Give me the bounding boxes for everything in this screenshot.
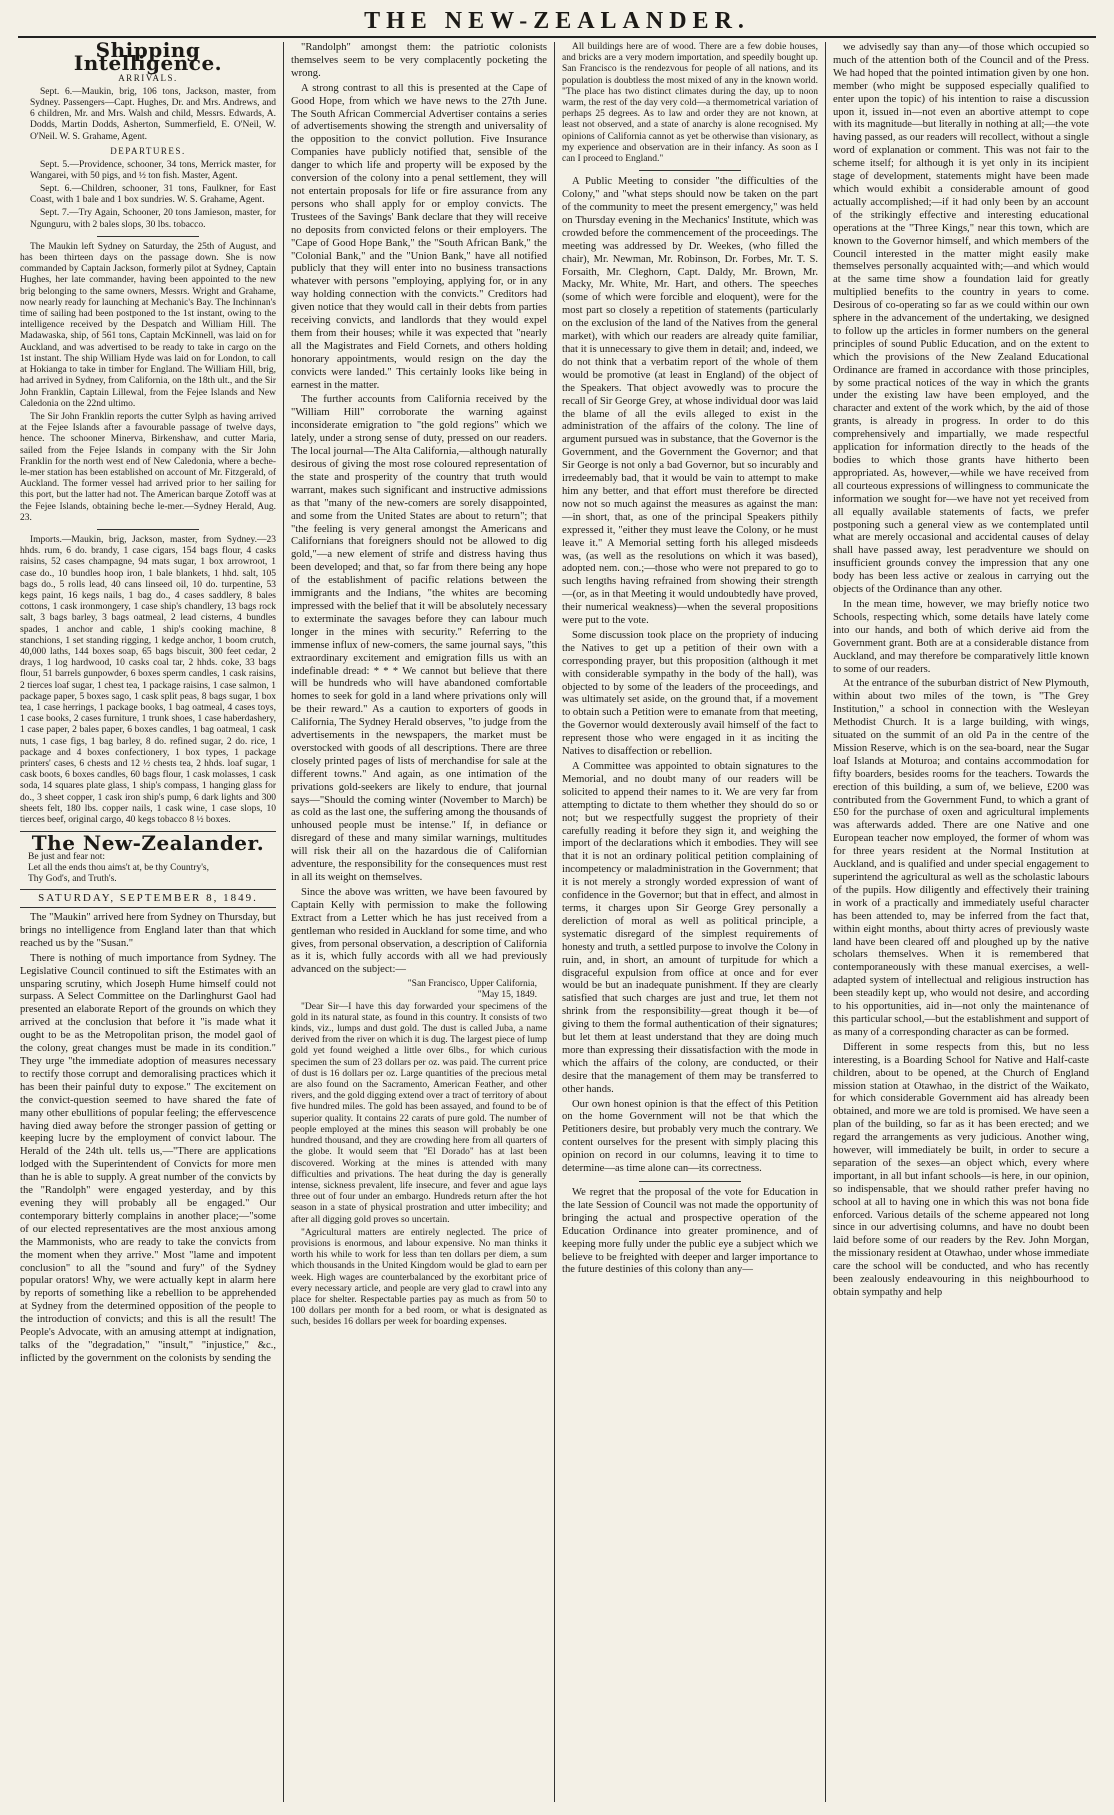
letter-place: "San Francisco, Upper California,	[407, 979, 537, 990]
editorial-paragraph: There is nothing of much importance from Sydney. The Legislative Council continued to sift the Estimates with an unsparing scrutiny, which Joseph Hume himself could not surpass. A Select Committee on the Darlinghurst Gaol had presented an elaborate Report of the grounds on which they arrived at the conclusion that before it "is made what it ought to be as the Metropolitan prison, the model gaol of the colony, great changes must be made in its condition." They urge "the immediate adoption of measures necessary to rectify those corrupt and demoralising practices which it has been their painful duty to expose." The excitement on the convict-question seemed to have shared the fate of many other ebullitions of popular feeling; the effervescence having died away before the stronger passion of getting or keeping lucre by the employment of convict labour. The Herald of the 24th ult. tells us,—"There are applications lodged with the Superintendent of Convicts for more men than he is able to supply. A great number of the convicts by the "Randolph" were engaged yesterday, and by this evening they will probably all be engaged." Our contemporary bitterly complains in another place;—"some of our elected representatives are the most anxious among the Mammonists, who are ready to take the convicts from the moment when they arrive." Most "lame and impotent conclusion" to all the "sound and fury" of the Sydney popular orators! Why, we were actually kept in alarm here by reports of something like a rebellion to be apprehended at Sydney from the determined opposition of the people to the introduction of convicts; and this is all the result! The People's Advocate, with an amusing attempt at indignation, talks of the "degradation," "insult," "injustice," &c., inflicted by the government on the colonists by sending the	[20, 952, 276, 1364]
editorial	[20, 912, 276, 1366]
divider	[639, 1181, 741, 1182]
news-paragraph: The Maukin left Sydney on Saturday, the 25th of August, and has been thirteen days on the passage down. She is now commanded by Captain Jackson, formerly pilot at Sydney, Captain Hughes, her late commander, having been appointed to the new brig belonging to the same owners, Messrs. Wright and Grahame, now nearly ready for launching at Mechanic's Bay. The Inchinnan's time of sailing had been postponed to the 1st instant, owing to the intelligence received by the Despatch and William Hill. The Madawaska, ship, of 561 tons, Captain McKinnell, was laid on for Auckland, and was advertised to be ready to take in cargo on the 1st instant. The ship William Hyde was laid on for London, to call at Hokianga to take in timber for England. The William Hill, brig, had arrived in Sydney, from California, on the 18th ult., and the Sir John Franklin, Captain Lillewal, from the Fejee Islands and New Caledonia on the 22nd ultimo.	[20, 241, 276, 409]
letter-date: "May 15, 1849.	[477, 990, 537, 1001]
motto-line: Let all the ends thou aims't at, be thy Country's,	[28, 863, 209, 874]
article-paragraph: A Public Meeting to consider "the difficulties of the Colony," and "what steps should now be taken on the part of the community to meet the present emergency," was held on Thursday evening in the Mechanics' Institute, which was crowded before the commencement of the proceedings. The meeting was addressed by Dr. Weekes, (who filled the chair), Mr. Newman, Mr. Robinson, Dr. Forbes, Mr. T. S. Forsaith, Mr. Cleghorn, Capt. Daldy, Mr. Brown, Mr. Macky, Mr. White, Mr. Hart, and others. The speeches (some of which were forcible and eloquent), were for the most part so closely a repetition of statements (particularly on the exclusion of the land of the Natives from the general market), with which our readers are already quite familiar, that it is unnecessary to give them in detail; and, indeed, we do not think that a verbatim report of the whole of them would be promotive (at least in England) of the object of the Speakers. That object avowedly was to procure the recall of Sir George Grey, at whose individual door was laid the blame of all the evils alleged to exist in the administration of the affairs of the colony. The line of argument pursued was in substance, that the Governor is the Government, and the Government the Governor; and that Sir George is not only a bad Governor, but so incurably and irredeemably bad, that it would be vain to attempt to make him any better, and that effort must therefore be directed now not so much against the measures as against the man:—in short, that, as one of the principal Speakers pithily expressed it, "either they must leave the Colony, or he must leave it." A Memorial setting forth his alleged misdeeds was, (as well as the resolutions on which it was based), adopted nem. con.;—those who were not prepared to go to such lengths having refrained from showing their strength—(or, as in that Meeting it would undoubtedly have proved, their numerical weakness)—when the several propositions were put to the vote.	[562, 176, 818, 627]
departure-entry: Sept. 6.—Children, schooner, 31 tons, Faulkner, for East Coast, with 1 bale and 1 box sundries. W. S. Grahame, Agent.	[30, 184, 276, 206]
columns	[18, 42, 1096, 1802]
departure-entry: Sept. 7.—Try Again, Schooner, 20 tons Jamieson, master, for Ngunguru, with 2 bales slops, 30 lbs. tobacco.	[30, 208, 276, 230]
masthead: THE NEW-ZEALANDER.	[18, 6, 1096, 38]
news-paragraph: The Sir John Franklin reports the cutter Sylph as having arrived at the Fejee Islands after a favourable passage of twelve days, hence. The schooner Minerva, Birkenshaw, and cutter Maria, sailed from the Fejee Islands in company with the Sir John Franklin for the north west end of New Caledonia, where a beche-le-mer station has been established on account of Mr. Fitzgerald, of Auckland. The former vessel had arrived prior to her sailing for this port, but the latter had not. The American barque Zotoff was at the Fejee Islands, obtaining beche le-mer.—Sydney Herald, Aug. 23.	[20, 411, 276, 523]
article-paragraph: Some discussion took place on the propriety of inducing the Natives to get up a petition of their own with a corresponding prayer, but this proposition (although it met with considerable sympathy in the body of the hall), was objected to by some of the leaders of the proceedings, and was ultimately set aside, on the ground that, if a movement to obtain such a Petition were to emanate from that meeting, the Governor would dexterously avail himself of the fact to represent those who were engaged in it as inciting the Natives to disaffection or rebellion.	[562, 629, 818, 758]
divider	[97, 529, 199, 530]
letter-paragraph: "Dear Sir—I have this day forwarded your specimens of the gold in its natural state, as found in this country. It consists of two kinds, viz., lumps and dust gold. The dust is called Juba, a name derived from the river on which it is dug. The largest piece of lump gold yet found weighed a little over 6lbs., for which curious specimen the sum of 23 dollars per oz. was paid. The current price of dust is 16 dollars per oz. Large quantities of the precious metal are also found on the Sacramento, American Feather, and other rivers, and the gold digging extend over a tract of territory of about five hundred miles. The gold has been assayed, and found to be of superior quality. It contains 22 carats of pure gold. The number of people employed at the mines this season will probably be one hundred thousand, and they are crowding here from all quarters of the globe. It would seem that "El Dorado" has at last been discovered. Working at the mines is attended with many difficulties and privations. The heat during the day is generally intense, sickness prevalent, life insecure, and fever and ague lays three out of four under an embargo. Hundreds return after the hot season in a state of physical prostration and utter imbecility; and after all digging gold proves so uncertain.	[291, 1001, 547, 1225]
article-paragraph: The further accounts from California received by the "William Hill" corroborate the warning against inconsiderate emigration to "the gold regions" which we lately, under a strong sense of duty, pressed on our readers. The local journal—The Alta California,—although naturally desirous of giving the most rose coloured representation of the state and prosperity of the country that truth would warrant, makes such significant and instructive admissions as that "many of the new-comers are sorely disappointed, and some from the United States are about to return"; that "the feeling is very general amongst the Americans and Californians that foreigners should not be allowed to dig gold,"—a new element of strife and distress having thus been developed; and that, so far from there being any hope of the establishment of pacific relations between the immigrants and the Indians, "the whites are becoming impressed with the belief that it will be absolutely necessary to exterminate the savages before they can labour much longer in the mines with security." Referring to the immense influx of new-comers, the same journal says, "this extraordinary excitement and emigration fills us with an indefinable dread: * * * We cannot but believe that there will be hundreds who will have abandoned comfortable homes to seek for gold in a land where privations only will be their reward." As a caution to exporters of goods in California, The Sydney Herald observes, "to judge from the advertisements in the newspapers, the market must be overstocked with goods of all descriptions. There are three closely printed pages of lists of merchandise for sale at the different towns." And again, as one intimation of the privations gold-seekers are likely to endure, that journal says—"Should the coming winter (November to March) be as cold as the last one, the suffering among the thousands of unhoused people must be intense." If, in defiance or disregard of these and many similar warnings, multitudes will risk their all on the hazardous die of Californian adventure, the responsibility for the consequences must rest in all its weight on themselves.	[291, 394, 547, 883]
imports-paragraph: Imports.—Maukin, brig, Jackson, master, from Sydney.—23 hhds. rum, 6 do. brandy, 1 case cigars, 154 bags flour, 4 casks raisins, 52 cases champagne, 94 mats sugar, 1 box arrowroot, 1 case do., 10 bundles hoop iron, 1 bale blankets, 1 hhd. salt, 105 bags do., 5 rolls lead, 40 cans linseed oil, 10 do. turpentine, 53 kegs paint, 16 kegs nails, 1 bag do., 4 cases saddlery, 8 bales cottons, 1 cask ironmongery, 1 case ship's chandlery, 13 bags rock salt, 3 bags barley, 3 bags oatmeal, 2 lead cisterns, 4 bundles spades, 1 anchor and cable, 1 ship's cooking machine, 8 stanchions, 1 set standing rigging, 1 kedge anchor, 1 boom crutch, 40,000 laths, 144 boxes soap, 65 bags biscuit, 300 feet cedar, 2 drays, 1 log hardwood, 10 casks coal tar, 2 hhds. coke, 33 bags flour, 51 barrels gunpowder, 6 boxes sperm candles, 1 cask raisins, 2 tierces loaf sugar, 1 chest tea, 1 package raisins, 1 case salmon, 1 package paper, 5 boxes sago, 1 cask split peas, 8 bags sugar, 1 box tea, 1 case herrings, 1 package books, 1 bag oatmeal, 4 cases toys, 1 case books, 2 cases furniture, 1 trunk shoes, 1 case haberdashery, 1 case paper, 2 bales paper, 6 boxes candles, 1 bag oatmeal, 1 cask nuts, 1 case figs, 1 bag barley, 8 do. refined sugar, 2 do. rice, 1 package and 4 boxes confectionery, 1 box types, 1 package printers' cases, 6 chests and 12 ½ chests tea, 2 hhds. loaf sugar, 1 cask boots, 6 boxes candles, 60 bags flour, 1 cask molasses, 1 cask soda, 14 squares plate glass, 1 ship's compass, 1 hanging glass for do., 3 sheet copper, 1 cask iron ship's pump, 6 dark lights and 300 sheets felt, 180 lbs. copper nails, 1 cask wine, 1 case slops, 10 tierces beef, original cargo, 40 kegs tobacco 8 ½ boxes.	[20, 534, 276, 826]
article-paragraph: A Committee was appointed to obtain signatures to the Memorial, and no doubt many of our readers will be solicited to append their names to it. We are very far from attempting to dictate to them whether they should do so or not; but we respectfully suggest the propriety of their carefully reading it before they sign it, and weighing the import of the declarations which it embodies. They will see that it is not an ordinary political petition complaining of incompetency or maladministration in the Government; that it is not merely a strongly worded expression of want of confidence in the Governor; but that in effect, and almost in terms, it charges upon Sir George Grey personally a dereliction of moral as well as political principle, a systematic disregard of the simplest requirements of honesty and truth, a settled purpose to involve the Colony in ruin, and, in short, an amount of turpitude for which a disgraceful expulsion from office at once and for ever would be but an inadequate punishment. If they are clearly satisfied that such charges are just and true, let them not shrink from the responsibility—great though it be—of giving to them the formal authentication of their signatures; but let them at least understand that they are doing much more than expressing their dissatisfaction with the mode in which the affairs of the colony, are conducted, or their desire that the management of them may be transferred to other hands.	[562, 761, 818, 1095]
shipping-news	[20, 242, 276, 524]
nameplate-title: The New-Zealander.	[31, 831, 265, 856]
article-paragraph: We regret that the proposal of the vote for Education in the late Session of Council was not made the opportunity of bringing the actual and prospective operation of the Education Ordinance into greater prominence, and of keeping more fully under the public eye a subject which we believe to be freighted with deeper and larger importance to the future destinies of this colony than any—	[562, 1187, 818, 1276]
arrival-entry: Sept. 6.—Maukin, brig, 106 tons, Jackson, master, from Sydney. Passengers—Capt. Hughes, Dr. and Mrs. Andrews, and 6 children, Mr. and Mrs. Walsh and child, Messrs. Edwards, A. Dodds, Martin Dodds, Asherton, Summerfield, E. O'Neil, W. O'Neil. W. S. Grahame, Agent.	[30, 86, 276, 142]
arrivals-label: ARRIVALS.	[118, 72, 178, 83]
column-4	[825, 42, 1096, 1802]
imports-list	[20, 535, 276, 826]
letter-paragraph: All buildings here are of wood. There are a few dobie houses, and bricks are a very modern importation, and speedily bought up. San Francisco is the rendezvous for people of all nations, and its population is doubtless the most mixed of any in the known world. "The place has two distinct climates during the day, up to noon warm, the rest of the day very cold—a thermometrical variation of perhaps 25 degrees. As to law and order they are not known, at least not observed, and a state of anarchy is alone recognised. My opinions of California cannot as yet be otherwise than visionary, as my experience and observation are in their infancy. As soon as I can I proceed to England."	[562, 42, 818, 165]
article-paragraph: In the mean time, however, we may briefly notice two Schools, respecting which, some details have lately come into our hands, and both of which derive aid from the Government grant. Both are at a considerable distance from Auckland, and may therefore be comparatively little known to some of our readers.	[833, 598, 1089, 675]
nameplate-motto	[28, 852, 276, 885]
article-paragraph: A strong contrast to all this is presented at the Cape of Good Hope, from which we have news to the 27th June. The South African Commercial Advertiser contains a series of advertisements showing the strength and universality of the opposition to the convict pollution. Five Insurance Companies have publicly notified that, sensible of the danger to which life and property will be exposed by the conversion of the colony into a penal settlement, they will not entertain proposals for life or fire assurance from any persons who shall apply for or employ convicts. The Trustees of the Savings' Bank declare that they will receive no deposits from convicted felons or their employers. The "Cape of Good Hope Bank," the "South African Bank," the "Colonial Bank," and the "Union Bank," have all notified publicly that they will enter into no business transactions whatever with persons "employing, applying for, or in any way holding connection with the convicts." Creditors had given notice that they would call in their debts from parties receiving convicts, and landlords that they would expel them from their houses; while it was expected that "nearly all the Magistrates and Field Cornets, and others holding honorary appointments, would resign on the day the convicts were landed." This certainly looks like being in earnest in the matter.	[291, 82, 547, 391]
article-paragraph: we advisedly say than any—of those which occupied so much of the attention both of the Council and of the Press. We had hoped that the pointed intimation given by one hon. member (who might be supposed especially qualified to enter upon the topic) of his intention to raise a discussion upon it, issued in—not even an abortive attempt to cope with its magnitude—but literally in nothing at all;—the vote having passed, as our readers will recollect, without a single word of explanation or comment. This was not fair to the scheme itself; for although it is yet only in its incipient stage of development, statements might have been made which would exhibit a considerable amount of good actually accomplished;—if it had only been by an account of the strikingly effective and interesting educational operations at the "Three Kings," near this town, which are known to the Governor himself, and which members of the Council interested in the matter might easily make themselves personally acquainted with;—and which would at the same time show a foundation laid for greatly multiplied benefits to the country in years to come. Desirous of co-operating so far as we could within our own sphere in the advancement of the undertaking, we designed to follow up the articles in former numbers on the general principles of sound Public Education, and on the extent to which the provisions of the New Zealand Educational Ordinance are framed in accordance with those principles, by some practical notices of the way in which the grants under the existing law have been employed, and the character and extent of the work which, by the aid of those grants, is already in progress. In order to do this comprehensively and impartially, we made respectful application for information directly to the heads of the bodies to which those grants have hitherto been appropriated. As, however,—while we have received from all courteous expressions of willingness to communicate the information we sought for—we have not yet received from all equally available statements of facts, we prefer postponing such a general view as we contemplated until what are merely occasional and accidental causes of delay shall have passed away, lest peradventure we should on insufficient grounds convey the impression that any one body has been less active or zealous in carrying out the objects of the Ordinance than any other.	[833, 42, 1089, 596]
shipping-title: Shipping Intelligence.	[73, 42, 223, 75]
motto-line: Be just and fear not:	[28, 852, 106, 863]
column-2	[283, 42, 554, 1802]
editorial-paragraph: The "Maukin" arrived here from Sydney on Thursday, but brings no intelligence from England later than that which reached us by the "Susan."	[20, 912, 276, 949]
article-paragraph: Different in some respects from this, but no less interesting, is a Boarding School for Native and Half-caste children, about to be opened, at the Church of England mission station at Otawhao, in the district of the Waikato, for which considerable Government aid has already been obtained, and more we are told is promised. We have seen a plan of the building, so far as it has been erected; and we regard the arrangements as very judicious. Another wing, however, will immediately be built, in order to secure a separation of the sexes—an object which, every where important, in all but infant schools—is here, in our opinion, so indispensable, that we should rather prefer having no school at all to having one in which this was not bona fide enforced. Various details of the scheme appeared not long since in our advertising columns, and have no doubt been laid before some of our readers by the Rev. John Morgan, the missionary resident at Otawhao, under whose immediate care the school will be conducted, and who has recently been zealously endeavouring in this neighbourhood to obtain sympathy and help	[833, 1041, 1089, 1298]
article-paragraph: Since the above was written, we have been favoured by Captain Kelly with permission to make the following Extract from a Letter which he has just received from a gentleman who resided in Auckland for some time, and who gives, from personal observation, a description of California as it is, which fully accords with all we had previously advanced on the subject:—	[291, 886, 547, 976]
letter-paragraph: "Agricultural matters are entirely neglected. The price of provisions is enormous, and labour expensive. No man thinks it worth his while to work for less than ten dollars per diem, a sum which thousands in the United Kingdom would be glad to earn per week. High wages are counterbalanced by the exorbitant price of every necessary article, and people are very glad to crawl into any place for shelter. Respectable parties pay as much as from 50 to 100 dollars per month for a bed room, or what is designated as such, besides 16 dollars per week for boarding expenses.	[291, 1227, 547, 1328]
divider	[97, 236, 199, 237]
motto-line: Thy God's, and Truth's.	[28, 874, 117, 885]
issue-date: SATURDAY, SEPTEMBER 8, 1849.	[20, 889, 276, 908]
departures-label: DEPARTURES.	[110, 145, 186, 156]
divider	[639, 170, 741, 171]
letter-continued	[562, 42, 818, 165]
column-1	[18, 42, 283, 1802]
letter-extract	[291, 979, 547, 1328]
arrivals-list	[20, 87, 276, 143]
departures-list	[20, 160, 276, 231]
article-paragraph: "Randolph" amongst them: the patriotic colonists themselves seem to be very complacently pocketing the wrong.	[291, 42, 547, 79]
article-paragraph: Our own honest opinion is that the effect of this Petition on the home Government will not be that which the Petitioners desire, but probably very much the contrary. We content ourselves for the present with simply placing this opinion on record in our columns, leaving it to time to determine—as time alone can—its correctness.	[562, 1098, 818, 1175]
article-paragraph: At the entrance of the suburban district of New Plymouth, within about two miles of the town, is "The Grey Institution," a school in connection with the Wesleyan Methodist Church. It is a large building, with wings, situated on the summit of an old Pa in the centre of the Mission Reserve, which is on the sea-board, near the Sugar loaf Islands at Moturoa; and contains accommodation for fifty boarders, besides rooms for the teachers. Towards the erection of this building, a sum of, we believe, £200 was contributed from the Government Fund, to which a grant of £50 for the purchase of oxen and agricultural implements was afterwards added. There are one Native and one European teacher now employed, the former of whom was for three years resident at the Normal Institution at Auckland, and is qualified and under special engagement to superintend the agricultural as well as the scholastic labours of the pupils. How diligently and effectively their training in work of a practically and immediately useful character has been attended to, may be inferred from the fact that, within eight months, about thirty acres of previously waste land have been cleared off and ploughed up by the native scholars themselves. When it is remembered that contemporaneously with these manual exercises, a well-adapted system of intellectual and religious instruction has been steadily kept up, who would not desire, and according to his opportunities, aid in—not only the maintenance of this particular school,—but the establishment and support of as many of a corresponding character as can be formed.	[833, 678, 1089, 1038]
departure-entry: Sept. 5.—Providence, schooner, 34 tons, Merrick master, for Wangarei, with 50 pigs, and ½ ton fish. Master, Agent.	[30, 159, 276, 181]
column-3	[554, 42, 825, 1802]
